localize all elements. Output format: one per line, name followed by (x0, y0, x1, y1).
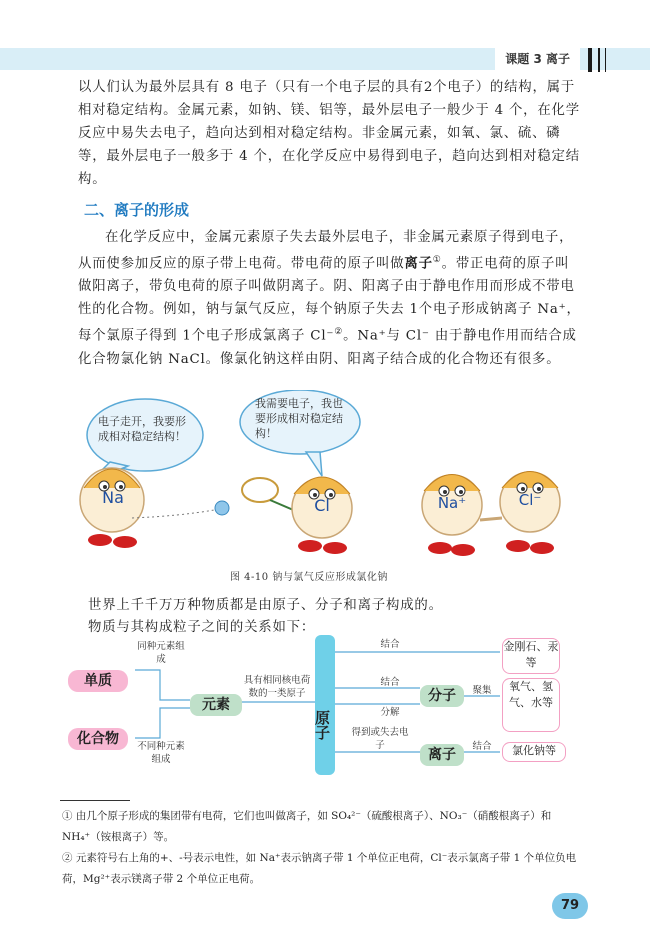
term-ion: 离子 (404, 255, 433, 272)
box-danzhi: 单质 (68, 670, 128, 692)
header-bar (605, 48, 606, 72)
label-jiehe-top: 结合 (380, 639, 400, 650)
bubble-tail-right (306, 452, 322, 476)
box-huahewu: 化合物 (68, 728, 128, 750)
label-diff-elem: 不同种元素组成 (137, 741, 185, 765)
electron-ball (215, 501, 229, 515)
na-ion-character (422, 475, 482, 557)
example-box-1: 金刚石、汞等 (502, 638, 560, 674)
footnote-divider (60, 800, 130, 801)
label-jiehe-bottom: 结合 (472, 741, 492, 752)
paragraph-2 (78, 226, 583, 371)
cartoon-illustration (70, 390, 570, 565)
box-yuanzi: 原子 (315, 635, 335, 775)
arrow-line (135, 708, 190, 738)
label-nuclear: 具有相同核电荷数的一类原子 (243, 675, 311, 699)
bubble-right-text: 我需要电子，我也要形成相对稳定结构！ (255, 397, 343, 440)
page-number: 79 (552, 893, 588, 919)
cl-ion-character (500, 472, 560, 555)
paragraph-1: 以人们认为最外层具有 8 电子（只有一个电子层的具有2个电子）的结构，属于相对稳定结构。金属元素，如钠、镁、铝等，最外层电子一般少于 4 个，在化学反应中易失去电子，趋向达到相对稳定结构。非金属元素，如氧、氯、硫、磷等，最外层电子一般多于 4 个，在化学反应中易得到电子，趋向达到相对稳定结构。 (78, 80, 580, 187)
na-atom-character (80, 468, 144, 548)
label-gain-lose: 得到或失去电子 (351, 727, 409, 751)
footnote-ref-2[interactable]: ② (334, 327, 344, 338)
footnote-ref-1[interactable]: ① (432, 255, 442, 265)
p2-text-a: 在化学反应中，金属元素原子失去最外层电子，非金属元素原子得到电子，从而使参加反应的原子带上电荷。带电荷的原子叫做 (78, 230, 574, 272)
label-fenjie: 分解 (380, 707, 400, 718)
header-bar (598, 48, 600, 72)
p2-text-b: 。带正电荷的原子叫做阳离子，带负电荷的原子叫做阴离子。阴、阳离子由于静电作用而形成不带电性的化合物。例如，钠与氯气反应，每个钠原子失去 1个电子形成钠离子 Na⁺，每个氯原子得到 1个电子形成氯离子 Cl⁻ (78, 256, 581, 344)
cl-ion-label: Cl⁻ (518, 491, 542, 509)
na-label: Na (102, 488, 124, 507)
electron-trail (132, 510, 214, 518)
box-yuansu: 元素 (190, 694, 242, 716)
section-title: 二、离子的形成 (84, 201, 190, 219)
na-ion-label: Na⁺ (437, 494, 467, 512)
footnote-1: ① 由几个原子形成的集团带有电荷，它们也叫做离子，如 SO₄²⁻（硫酸根离子）、NO₃⁻（硝酸根离子）和 NH₄⁺（铵根离子）等。 (62, 810, 552, 843)
cl-label: Cl (314, 496, 330, 515)
relationship-diagram (60, 630, 580, 790)
footnote-2: ② 元素符号右上角的+、-号表示电性，如 Na⁺表示钠离子带 1 个单位正电荷，Cl⁻表示氯离子带 1 个单位负电荷，Mg²⁺表示镁离子带 2 个单位正电荷。 (62, 852, 577, 885)
label-juji: 聚集 (472, 685, 492, 696)
p2-text-c: 。Na⁺与 Cl⁻ 由于静电作用而结合成化合物氯化钠 NaCl。像氯化钠这样由阴、阳离子结合成的化合物还有很多。 (78, 328, 577, 367)
holding-hands (480, 518, 502, 520)
cl-atom-character (292, 477, 352, 554)
page-header (0, 48, 650, 72)
label-jiehe-mid: 结合 (380, 677, 400, 688)
box-lizi: 离子 (420, 744, 464, 766)
lead-line-2: 物质与其构成粒子之间的关系如下： (88, 620, 316, 635)
bubble-left-text: 电子走开，我要形成相对稳定结构！ (98, 415, 186, 443)
example-box-3: 氯化钠等 (502, 742, 566, 762)
net-hoop (242, 478, 278, 502)
label-same-elem: 同种元素组成 (137, 641, 185, 665)
chapter-tab: 课题 3 离子 (495, 48, 580, 70)
arrow-line (135, 670, 190, 700)
box-fenzi: 分子 (420, 685, 464, 707)
lead-line-1: 世界上千千万万种物质都是由原子、分子和离子构成的。 (88, 598, 443, 613)
header-bar (588, 48, 592, 72)
example-box-2: 氧气、氢气、水等 (502, 678, 560, 732)
figure-caption: 图 4-10 钠与氯气反应形成氯化钠 (230, 572, 388, 583)
